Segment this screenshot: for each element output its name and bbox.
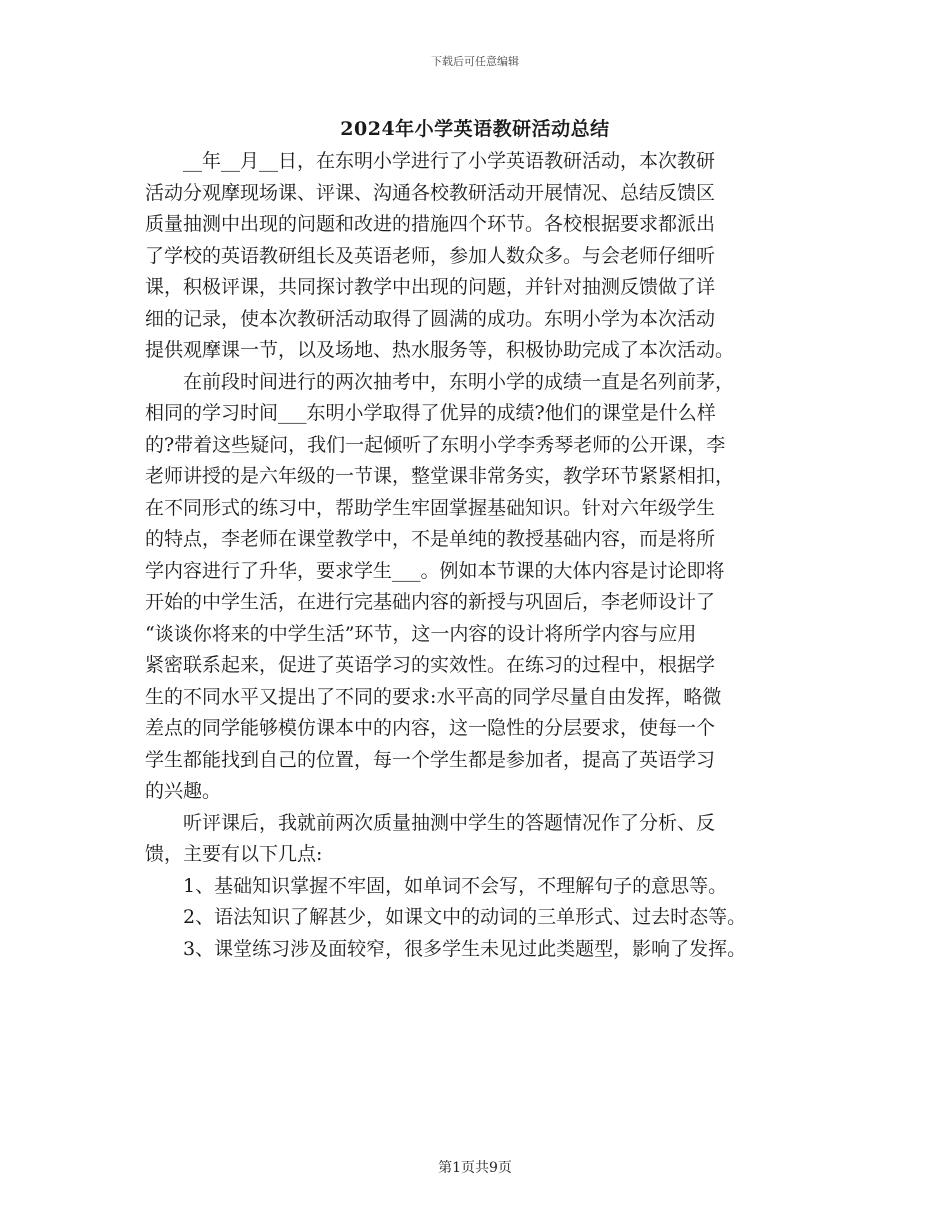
text-line: 紧密联系起来，促进了英语学习的实效性。在练习的过程中，根据学	[145, 654, 716, 676]
text-line: 提供观摩课一节，以及场地、热水服务等，积极协助完成了本次活动。	[145, 339, 735, 361]
paragraph-feedback	[145, 808, 825, 871]
text-line: “谈谈你将来的中学生活”环节，这一内容的设计将所学内容与应用	[145, 622, 697, 645]
text-line: 学内容进行了升华，要求学生___。例如本节课的大体内容是讨论即将	[145, 559, 725, 582]
text-line: 在前段时间进行的两次抽考中，东明小学的成绩一直是名列前茅，	[145, 370, 735, 393]
header-note: 下载后可任意编辑	[431, 55, 519, 68]
text-line: 开始的中学生活，在进行完基础内容的新授与巩固后，李老师设计了	[145, 591, 716, 613]
page-footer: 第1页共9页	[438, 1160, 512, 1176]
text-line: 的兴趣。	[145, 780, 222, 802]
text-line: 课，积极评课，共同探讨教学中出现的问题，并针对抽测反馈做了详	[145, 276, 716, 298]
text-line: 差点的同学能够模仿课本中的内容，这一隐性的分层要求，使每一个	[145, 717, 716, 739]
text-line: 老师讲授的是六年级的一节课，整堂课非常务实，教学环节紧紧相扣，	[145, 465, 735, 487]
text-line: 质量抽测中出现的问题和改进的措施四个环节。各校根据要求都派出	[145, 213, 716, 235]
document-body	[145, 146, 825, 965]
paragraph-lesson	[145, 367, 825, 808]
text-line: 相同的学习时间___东明小学取得了优异的成绩?他们的课堂是什么样	[145, 402, 716, 424]
text-line: 生的不同水平又提出了不同的要求:水平高的同学尽量自由发挥，略微	[145, 685, 722, 708]
text-line: 2、语法知识了解甚少，如课文中的动词的三单形式、过去时态等。	[145, 906, 747, 928]
text-line: 3、课堂练习涉及面较窄，很多学生未见过此类题型，影响了发挥。	[145, 937, 747, 960]
text-line: 1、基础知识掌握不牢固，如单词不会写，不理解句子的意思等。	[145, 874, 728, 897]
list-item-3	[145, 934, 825, 966]
text-line: 的特点，李老师在课堂教学中，不是单纯的教授基础内容，而是将所	[145, 528, 716, 550]
text-line: 学生都能找到自己的位置，每一个学生都是参加者，提高了英语学习	[145, 748, 716, 771]
document-title: 2024年小学英语教研活动总结	[340, 118, 610, 140]
text-line: 听评课后，我就前两次质量抽测中学生的答题情况作了分析、反	[145, 811, 716, 834]
text-line: 了学校的英语教研组长及英语老师，参加人数众多。与会老师仔细听	[145, 244, 716, 267]
text-line: 细的记录，使本次教研活动取得了圆满的成功。东明小学为本次活动	[145, 307, 716, 330]
text-line: 活动分观摩现场课、评课、沟通各校教研活动开展情况、总结反馈区	[145, 181, 716, 204]
text-line: 馈，主要有以下几点:	[145, 843, 323, 865]
text-line: 在不同形式的练习中，帮助学生牢固掌握基础知识。针对六年级学生	[145, 496, 716, 519]
text-line: __年__月__日，在东明小学进行了小学英语教研活动，本次教研	[145, 150, 716, 172]
text-line: 的?带着这些疑问，我们一起倾听了东明小学李秀琴老师的公开课，李	[145, 433, 726, 456]
list-item-2	[145, 902, 825, 934]
paragraph-intro	[145, 146, 825, 367]
list-item-1	[145, 871, 825, 903]
